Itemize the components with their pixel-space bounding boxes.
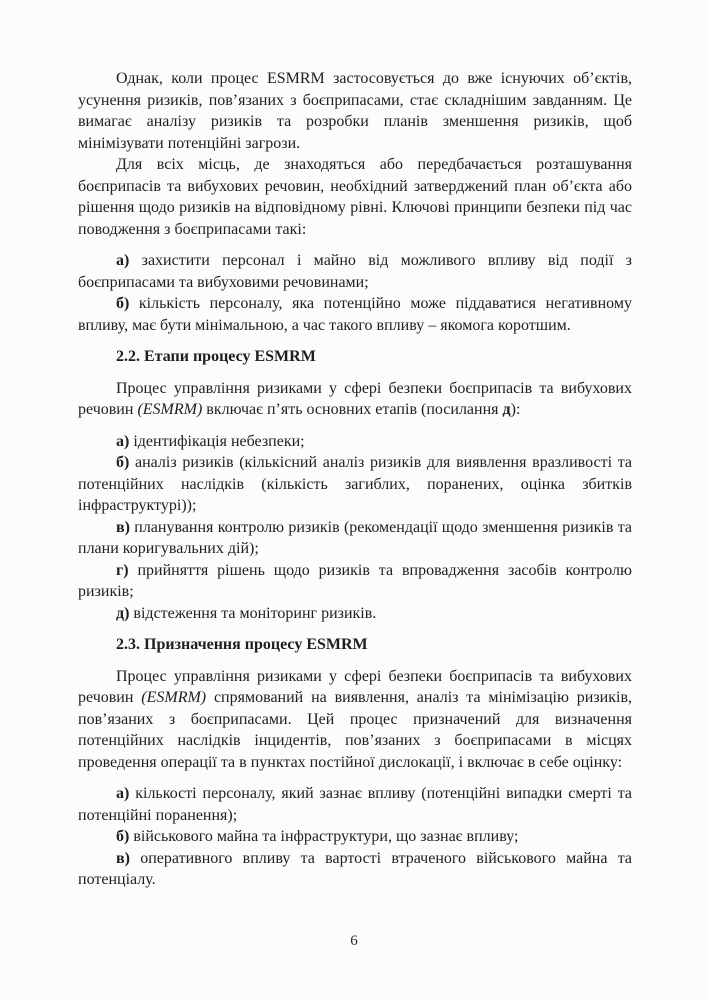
esmrm-abbrev-italic: (ESMRM): [141, 689, 207, 706]
list-item-text: планування контролю ризиків (рекомендації щодо зменшення ризиків та плани коригувальних дій);: [78, 518, 632, 557]
page-number: 6: [350, 933, 358, 949]
list-item-text: кількості персоналу, який зазнає впливу (потенційні випадки смерті та потенційні поранення);: [78, 785, 632, 824]
list-item-stage-v: [78, 517, 632, 560]
paragraph-stages-intro: [78, 378, 632, 421]
paragraph-locations-plan: Для всіх місць, де знаходяться або передбачається розташування боєприпасів та вибухових речовин, необхідний затверджений план об’єкта або рішення щодо ризиків на відповідному рівні. Ключові принципи безпеки під час поводження з боєприпасами такі:: [78, 156, 632, 238]
section-heading-2-3: 2.3. Призначення процесу ESMRM: [116, 636, 368, 653]
list-item-principle-b: [78, 293, 632, 336]
paragraph-esmrm-existing-objects: Однак, коли процес ESMRM застосовується до вже існуючих об’єктів, усунення ризиків, пов’язаних з боєприпасами, стає складнішим завданням. Це вимагає аналізу ризиків та розробки планів зменшення ризиків, щоб мінімізувати потенційні загрози.: [78, 70, 632, 152]
list-item-assessment-v: [78, 848, 632, 891]
text-segment: ):: [510, 401, 521, 418]
list-item-text: відстеження та моніторинг ризиків.: [129, 604, 377, 622]
list-marker-b: б): [116, 828, 130, 845]
list-item-assessment-b: [78, 826, 632, 848]
list-marker-a: а): [116, 432, 130, 450]
list-marker-g: г): [116, 561, 129, 579]
list-item-text: військового майна та інфраструктури, що зазнає впливу;: [129, 828, 519, 845]
list-item-text: ідентифікація небезпеки;: [129, 432, 305, 450]
list-item-stage-g: [78, 560, 632, 603]
list-item-assessment-a: [78, 783, 632, 826]
esmrm-abbrev-italic: (ESMRM): [137, 401, 203, 418]
section-heading-2-2: 2.2. Етапи процесу ESMRM: [116, 348, 316, 365]
list-item-stage-a: [78, 431, 632, 453]
text-segment: Процес управління ризиками у сфері безпеки боєприпасів та вибухових речовин: [78, 379, 632, 418]
list-item-text: оперативного впливу та вартості втраченого військового майна та потенціалу.: [78, 849, 632, 888]
list-item-text: кількість персоналу, яка потенційно може піддаватися негативному впливу, має бути мінімальною, а час такого впливу – якомога коротшим.: [78, 295, 632, 334]
text-segment: спрямований на виявлення, аналіз та мінімізацію ризиків, пов’язаних з боєприпасами. Цей процес призначений для визначення потенційних наслідків інцидентів, пов’язаних з боєприпасами в місцях проведення операції та в пунктах постійної дислокації, і включає в себе оцінку:: [78, 689, 632, 771]
list-marker-v: в): [116, 849, 130, 867]
list-marker-a: а): [116, 785, 130, 802]
list-item-text: захистити персонал і майно від можливого впливу від події з боєприпасами та вибуховими речовинами;: [78, 252, 632, 291]
list-marker-b: б): [116, 295, 130, 312]
list-marker-v: в): [116, 518, 130, 536]
text-segment: Процес управління ризиками у сфері безпеки боєприпасів та вибухових речовин: [78, 667, 632, 706]
list-item-text: прийняття рішень щодо ризиків та впровадження засобів контролю ризиків;: [78, 561, 632, 600]
page-body: [78, 68, 632, 891]
list-marker-d: д): [116, 604, 130, 622]
list-item-stage-b: [78, 452, 632, 517]
list-item-principle-a: [78, 250, 632, 293]
paragraph-purpose-intro: [78, 666, 632, 774]
list-marker-b: б): [116, 454, 130, 471]
reference-letter: д: [502, 401, 511, 418]
list-marker-a: а): [116, 252, 130, 269]
text-segment: включає п’ять основних етапів (посилання: [202, 401, 503, 418]
list-item-stage-d: [78, 603, 632, 625]
list-item-text: аналіз ризиків (кількісний аналіз ризиків для виявлення вразливості та потенційних наслідків (кількість загиблих, поранених, оцінка збитків інфраструктурі));: [78, 454, 632, 514]
